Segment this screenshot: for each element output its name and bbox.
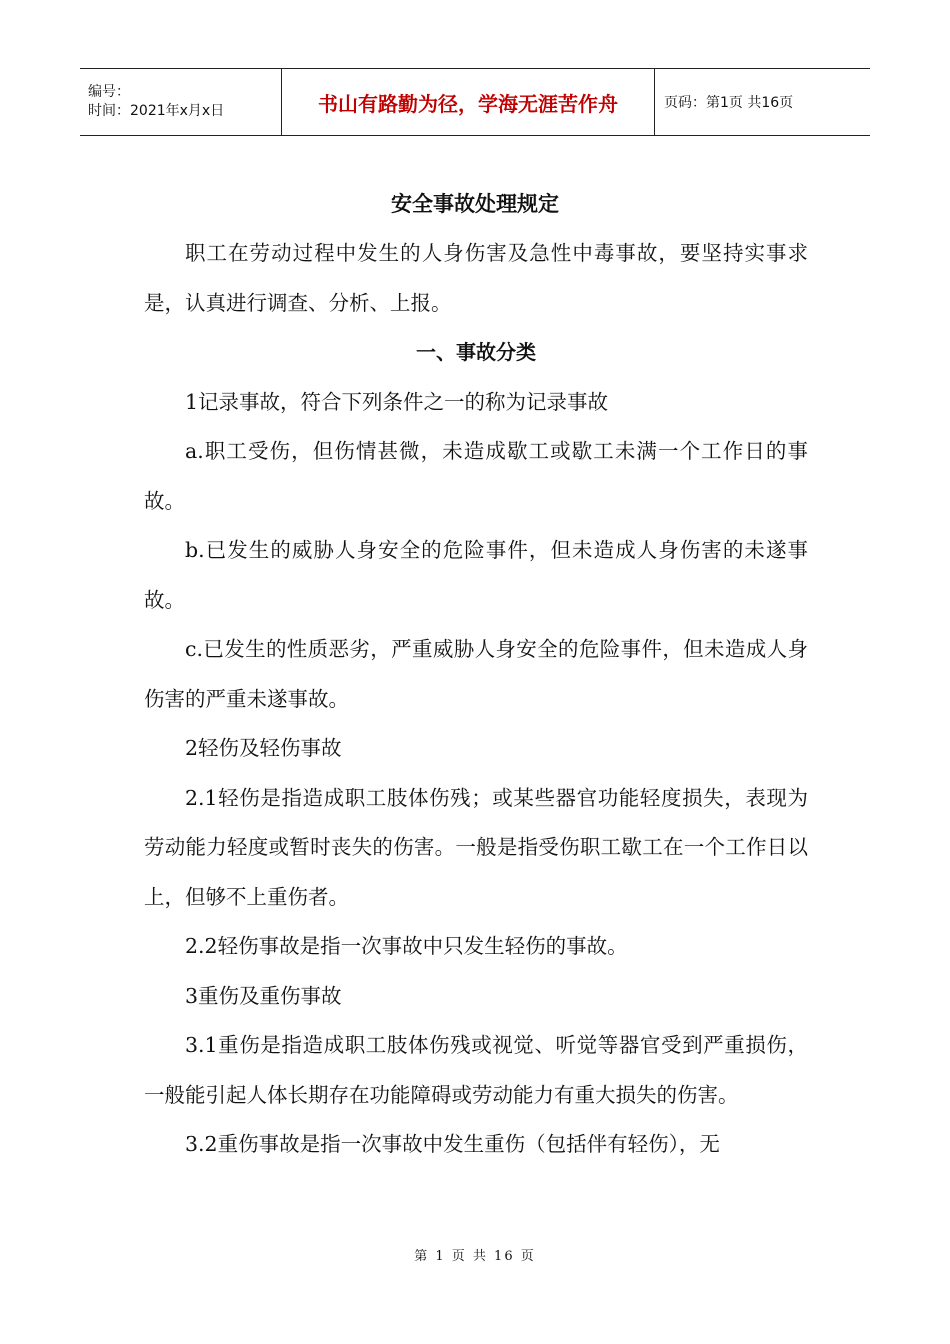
header-meta bbox=[80, 69, 281, 135]
paragraph: 3.1重伤是指造成职工肢体伤残或视觉、听觉等器官受到严重损伤，一般能引起人体长期存在功能障碍或劳动能力有重大损失的伤害。 bbox=[144, 1033, 808, 1107]
header-motto: 书山有路勤为径，学海无涯苦作舟 bbox=[281, 69, 655, 135]
document-date: 时间：2021年x月x日 bbox=[88, 103, 225, 119]
paragraph: c.已发生的性质恶劣，严重威胁人身安全的危险事件，但未造成人身伤害的严重未遂事故。 bbox=[144, 637, 808, 711]
paragraph: a.职工受伤，但伤情甚微，未造成歇工或歇工未满一个工作日的事故。 bbox=[144, 439, 808, 513]
document-number-label: 编号： bbox=[88, 84, 130, 100]
document-body bbox=[144, 229, 808, 1170]
paragraph: 3重伤及重伤事故 bbox=[185, 983, 342, 1008]
paragraph: 2.1轻伤是指造成职工肢体伤残；或某些器官功能轻度损失，表现为劳动能力轻度或暂时丧失的伤害。一般是指受伤职工歇工在一个工作日以上，但够不上重伤者。 bbox=[144, 785, 808, 909]
intro-paragraph: 职工在劳动过程中发生的人身伤害及急性中毒事故，要坚持实事求是，认真进行调查、分析、上报。 bbox=[144, 241, 808, 315]
paragraph: b.已发生的威胁人身安全的危险事件，但未造成人身伤害的未遂事故。 bbox=[144, 538, 808, 612]
document-title: 安全事故处理规定 bbox=[391, 192, 559, 216]
paragraph: 2轻伤及轻伤事故 bbox=[185, 736, 342, 760]
section-heading: 一、事故分类 bbox=[416, 340, 536, 364]
header-page-info: 页码：第1页 共16页 bbox=[664, 95, 794, 111]
paragraph: 1记录事故，符合下列条件之一的称为记录事故 bbox=[185, 389, 609, 414]
page-header bbox=[80, 68, 870, 136]
paragraph: 3.2重伤事故是指一次事故中发生重伤（包括伴有轻伤），无 bbox=[185, 1132, 720, 1156]
paragraph: 2.2轻伤事故是指一次事故中只发生轻伤的事故。 bbox=[185, 934, 628, 958]
page-footer: 第 1 页 共 16 页 bbox=[414, 1249, 536, 1264]
